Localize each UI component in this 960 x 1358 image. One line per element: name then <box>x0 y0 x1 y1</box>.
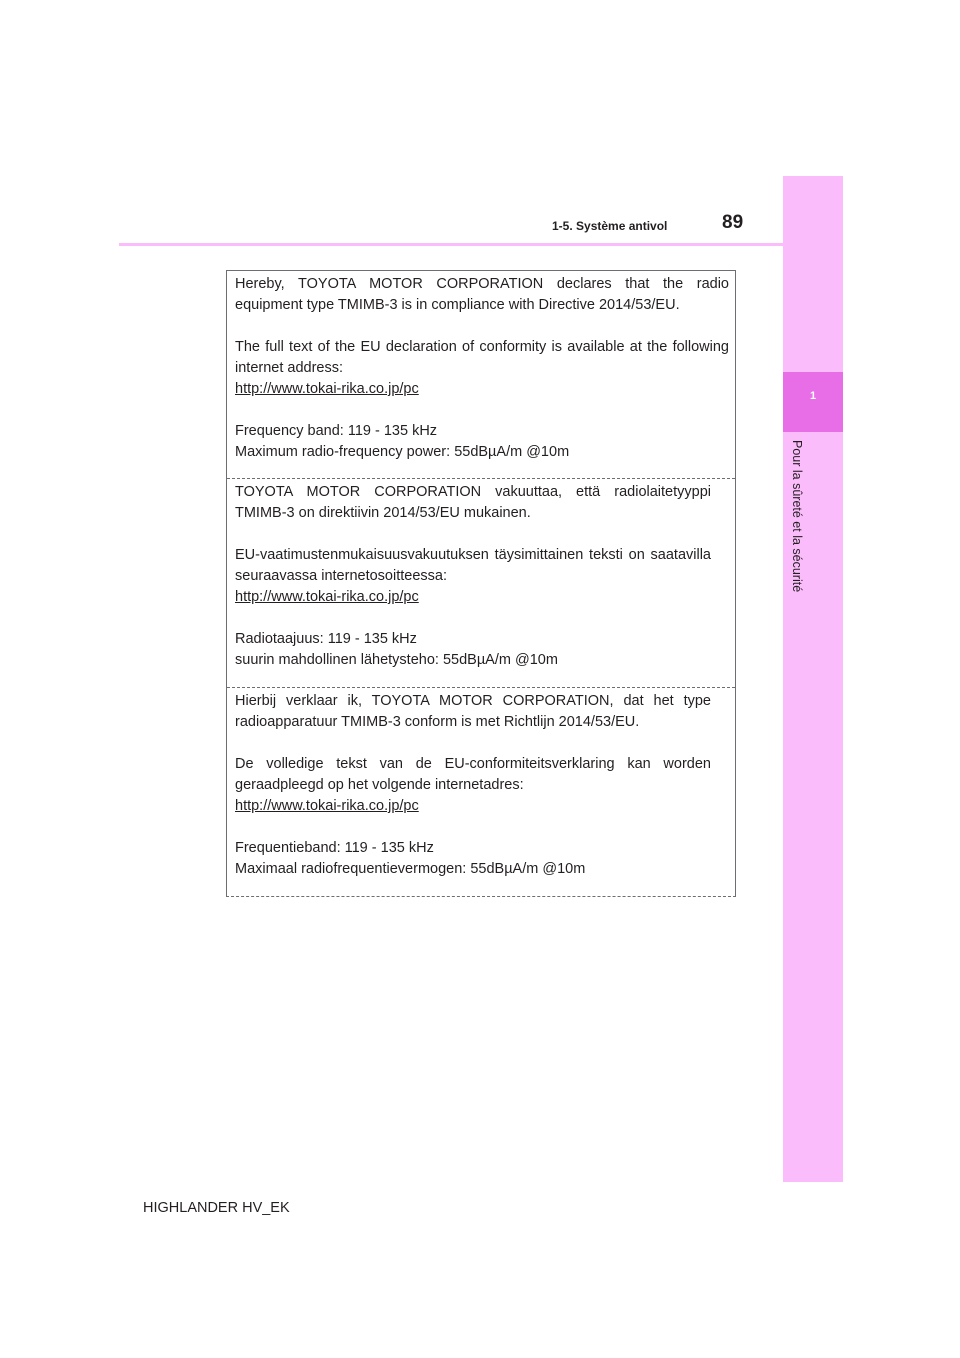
frequency-band: Frequentieband: 119 - 135 kHz <box>235 840 434 856</box>
declaration-text: Hereby, TOYOTA MOTOR CORPORATION declares that the radio equipment type TMIMB-3 is in compliance with Directive 2014/53/EU. <box>235 276 729 313</box>
section-label: 1-5. Système antivol <box>552 219 668 233</box>
declaration-text: Hierbij verklaar ik, TOYOTA MOTOR CORPORATION, dat het type radioapparatuur TMIMB-3 conform is met Richtlijn 2014/53/EU. <box>235 693 711 730</box>
footer-model: HIGHLANDER HV_EK <box>143 1200 290 1216</box>
declaration-finnish <box>227 478 735 687</box>
declaration-box <box>226 270 736 897</box>
max-power: suurin mahdollinen lähetysteho: 55dBµA/m @10m <box>235 652 558 668</box>
header-rule <box>119 243 783 246</box>
declaration-link[interactable]: http://www.tokai-rika.co.jp/pc <box>235 381 419 397</box>
page-number: 89 <box>722 212 744 233</box>
declaration-text: TOYOTA MOTOR CORPORATION vakuuttaa, että radiolaitetyyppi TMIMB-3 on direktiivin 2014/53/EU mukainen. <box>235 484 711 521</box>
full-text-notice: De volledige tekst van de EU-conformiteitsverklaring kan worden geraadpleegd op het volgende internetadres: <box>235 756 711 793</box>
full-text-notice: The full text of the EU declaration of conformity is available at the following internet address: <box>235 339 729 376</box>
full-text-notice: EU-vaatimustenmukaisuusvakuutuksen täysimittainen teksti on saatavilla seuraavassa internetosoitteessa: <box>235 547 711 584</box>
side-index-strip <box>783 176 843 1182</box>
frequency-band: Frequency band: 119 - 135 kHz <box>235 423 438 439</box>
max-power: Maximum radio-frequency power: 55dBµA/m @10m <box>235 444 570 460</box>
max-power: Maximaal radiofrequentievermogen: 55dBµA/m @10m <box>235 861 586 877</box>
frequency-band: Radiotaajuus: 119 - 135 kHz <box>235 631 417 647</box>
chapter-tab <box>783 372 843 432</box>
declaration-english <box>227 271 735 478</box>
chapter-title: Pour la sûreté et la sécurité <box>790 440 804 593</box>
chapter-tab-number: 1 <box>809 390 817 402</box>
declaration-link[interactable]: http://www.tokai-rika.co.jp/pc <box>235 589 419 605</box>
declaration-link[interactable]: http://www.tokai-rika.co.jp/pc <box>235 798 419 814</box>
declaration-dutch <box>227 687 735 896</box>
